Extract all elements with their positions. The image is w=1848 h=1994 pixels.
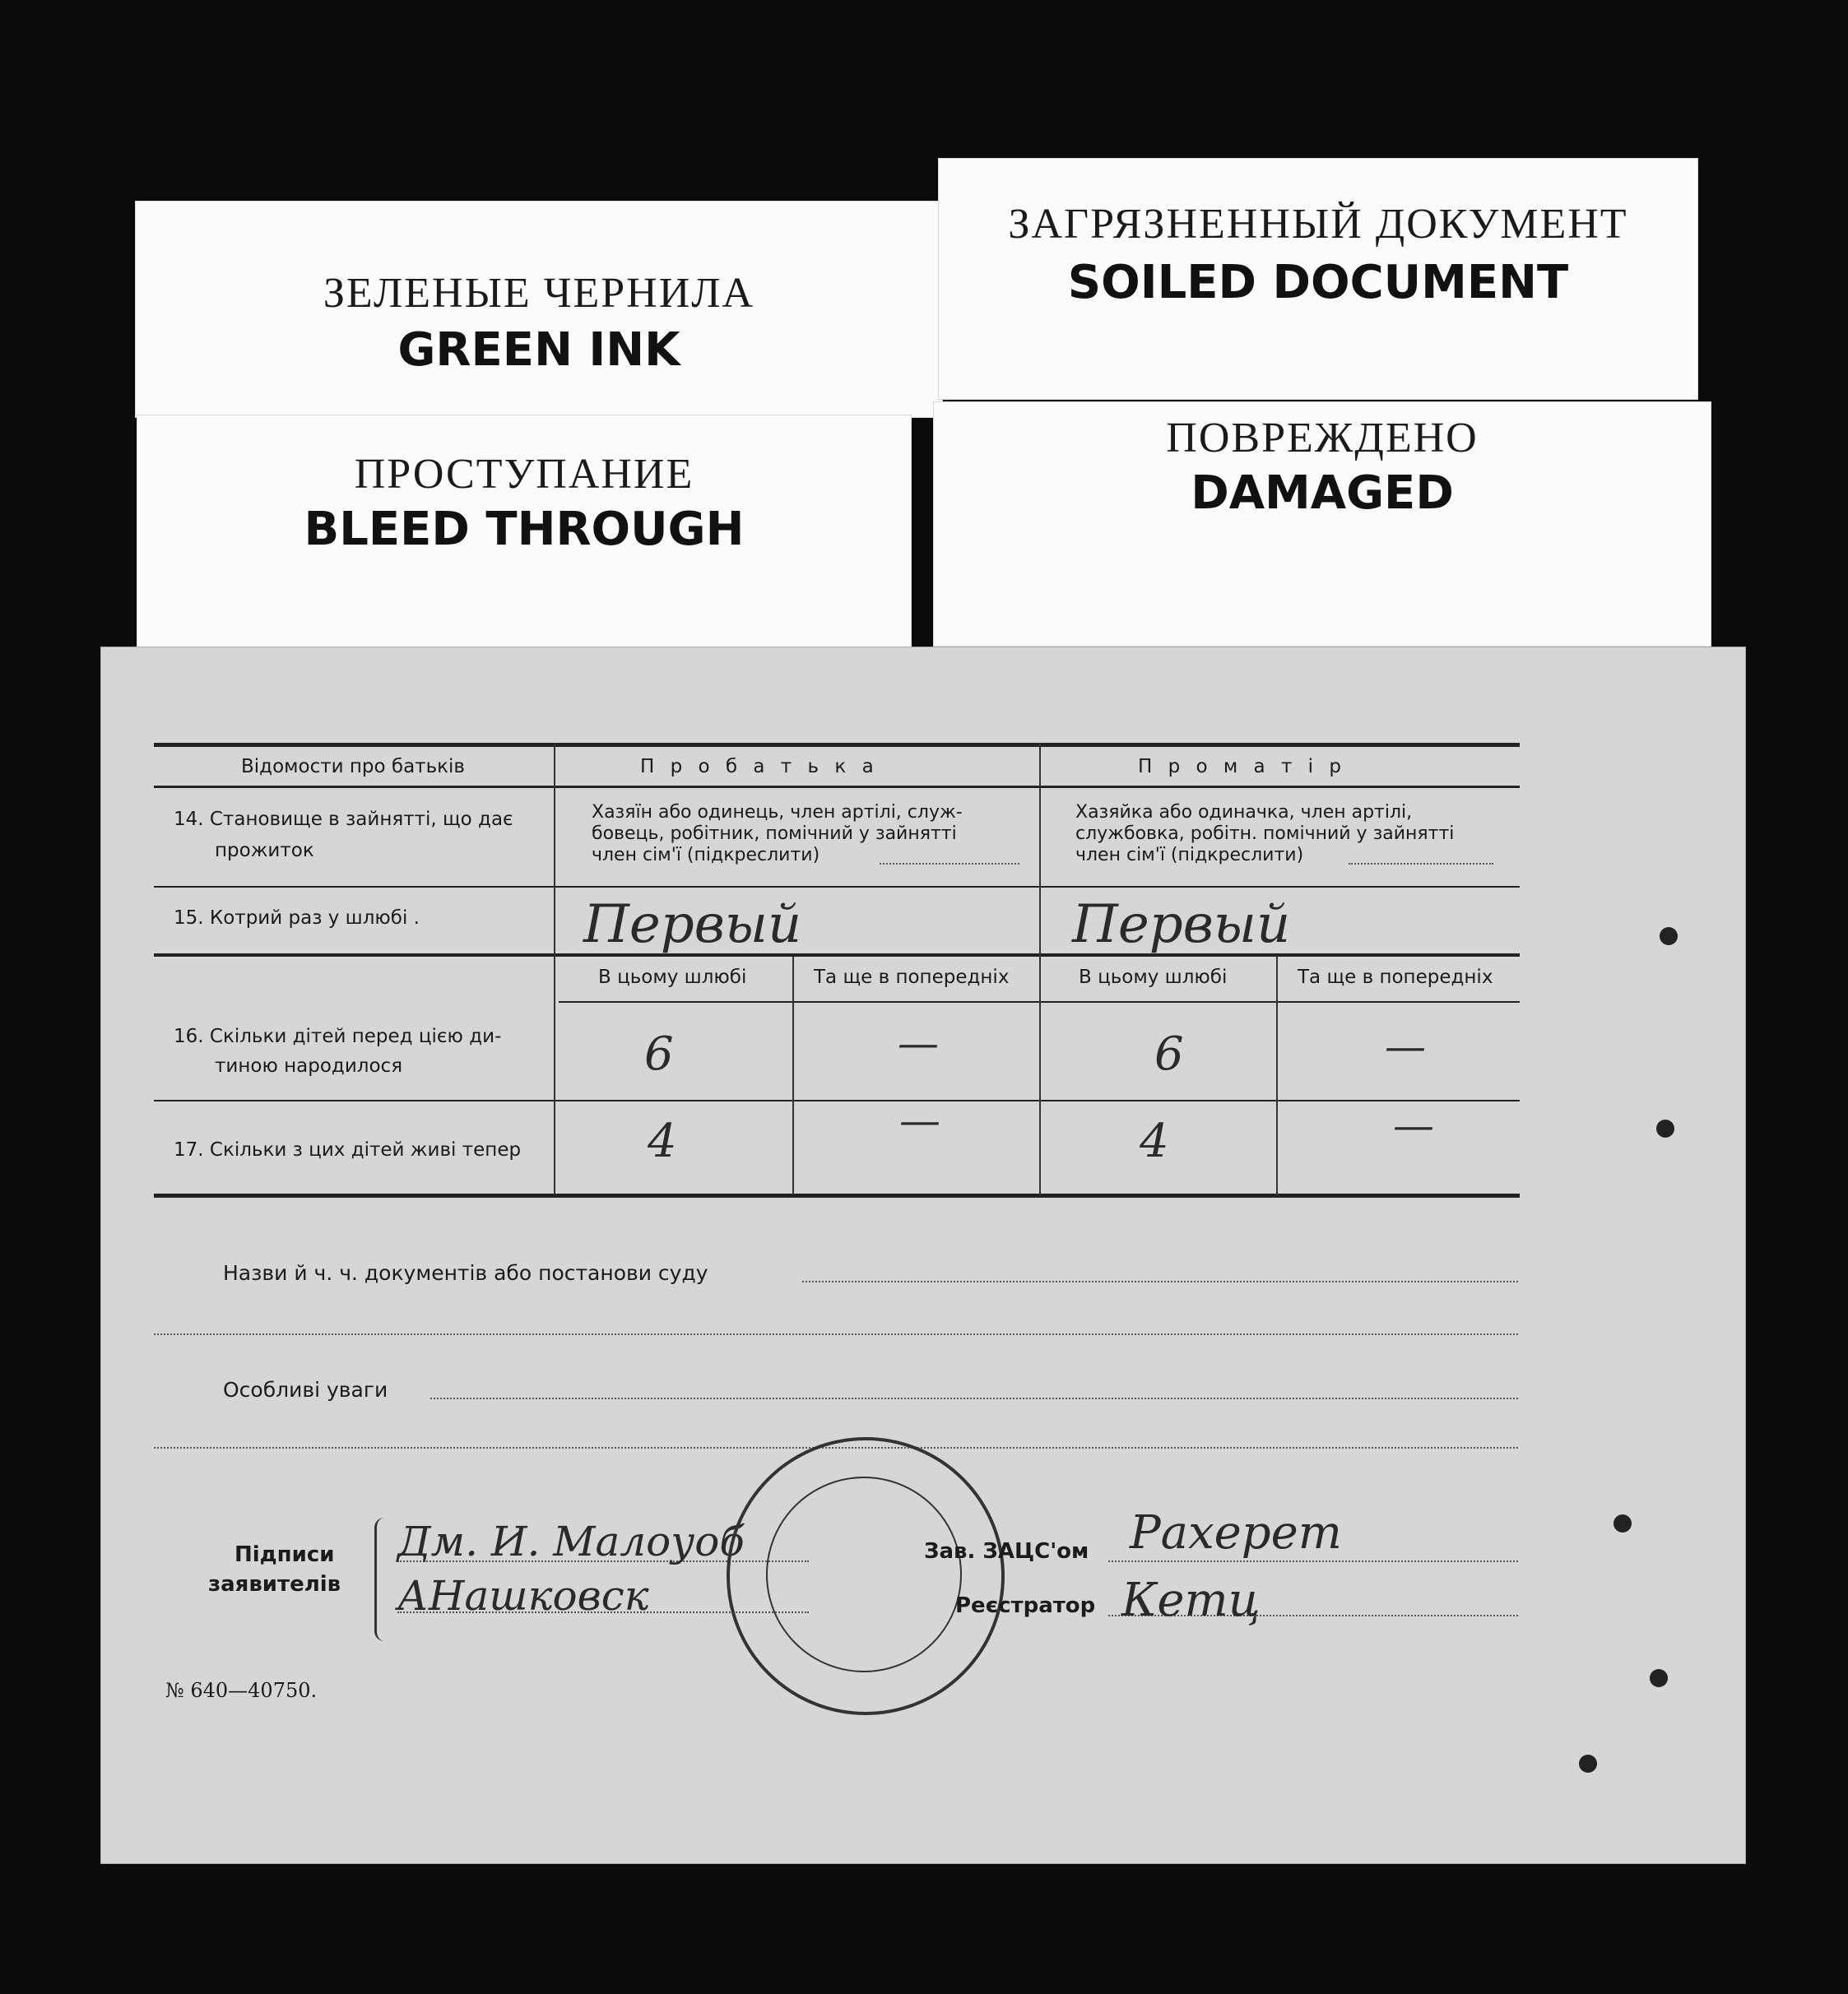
applicant-signature-2: АНашковск (397, 1572, 649, 1620)
punch-hole (1614, 1514, 1632, 1533)
row15-mother-value: Первый (1072, 894, 1291, 955)
row17-mother-prev: — (1393, 1101, 1434, 1149)
row17-mother-this: 4 (1140, 1115, 1169, 1168)
civil-registry-form (100, 647, 1746, 1864)
notes-label: Особливі уваги (223, 1378, 388, 1402)
row15-label: 15. Котрий раз у шлюбі . (174, 907, 420, 929)
row14-father-1: Хазяїн або одинець, член артілі, служ- (592, 802, 963, 823)
row16-label-1: 16. Скільки дітей перед цією ди- (174, 1026, 502, 1047)
subheader-father-prev: Та ще в попередніх (814, 967, 1010, 988)
row16-label-2: тиною народилося (215, 1055, 403, 1077)
official-seal (727, 1437, 1005, 1715)
subheader-father-this: В цьому шлюбі (598, 967, 747, 988)
row16-father-prev: — (898, 1019, 939, 1067)
punch-hole (1656, 1120, 1674, 1138)
row16-mother-prev: — (1385, 1023, 1426, 1070)
form-number: № 640—40750. (165, 1679, 318, 1702)
bleed-through-ru: ПРОСТУПАНИЕ (354, 451, 694, 498)
registrar-signature: Кетц (1121, 1574, 1261, 1627)
registrar-label: Реєстратор (955, 1593, 1096, 1618)
row17-father-this: 4 (648, 1115, 677, 1168)
header-about-father: П р о б а т ь к а (640, 756, 879, 777)
header-parents-info: Відомости про батьків (241, 756, 465, 777)
row16-father-this: 6 (644, 1027, 674, 1081)
damaged-card (933, 401, 1711, 647)
row14-mother-1: Хазяйка або одиначка, член артілі, (1075, 802, 1413, 823)
soiled-document-card (938, 158, 1698, 400)
punch-hole (1650, 1669, 1668, 1687)
punch-hole (1660, 927, 1678, 945)
row15-father-value: Первый (583, 894, 802, 955)
head-signature: Рахерет (1130, 1506, 1342, 1560)
subheader-mother-this: В цьому шлюбі (1079, 967, 1228, 988)
row14-mother-2: службовка, робітн. помічний у зайнятті (1075, 823, 1455, 844)
row14-label-1: 14. Становище в зайнятті, що дає (174, 809, 513, 830)
soiled-document-ru: ЗАГРЯЗНЕННЫЙ ДОКУМЕНТ (1008, 201, 1628, 248)
punch-hole (1579, 1755, 1597, 1773)
signatures-label-1: Підписи (234, 1542, 335, 1567)
row16-mother-this: 6 (1154, 1027, 1184, 1081)
damaged-en: DAMAGED (1191, 466, 1454, 520)
bleed-through-card (137, 415, 912, 655)
damaged-ru: ПОВРЕЖДЕНО (1166, 415, 1479, 461)
bleed-through-en: BLEED THROUGH (304, 503, 745, 556)
green-ink-card (135, 201, 943, 418)
header-about-mother: П р о м а т і р (1138, 756, 1346, 777)
applicant-signature-1: Дм. И. Малоуоб (397, 1518, 745, 1565)
soiled-document-en: SOILED DOCUMENT (1067, 256, 1569, 309)
row17-label: 17. Скільки з цих дітей живі тепер (174, 1139, 522, 1161)
head-of-registry-label: Зав. ЗАЦС'ом (924, 1539, 1089, 1564)
row17-father-prev: — (899, 1097, 940, 1144)
signatures-label-2: заявителів (208, 1572, 341, 1597)
subheader-mother-prev: Та ще в попередніх (1298, 967, 1493, 988)
row14-label-2: прожиток (215, 840, 314, 861)
green-ink-ru: ЗЕЛЕНЫЕ ЧЕРНИЛА (323, 270, 755, 317)
documents-label: Назви й ч. ч. документів або постанови суду (223, 1261, 708, 1285)
row14-father-3: член сім'ї (підкреслити) (592, 845, 820, 865)
row14-mother-3: член сім'ї (підкреслити) (1075, 845, 1304, 865)
row14-father-2: бовець, робітник, помічний у зайнятті (592, 823, 957, 844)
green-ink-en: GREEN INK (397, 323, 680, 377)
